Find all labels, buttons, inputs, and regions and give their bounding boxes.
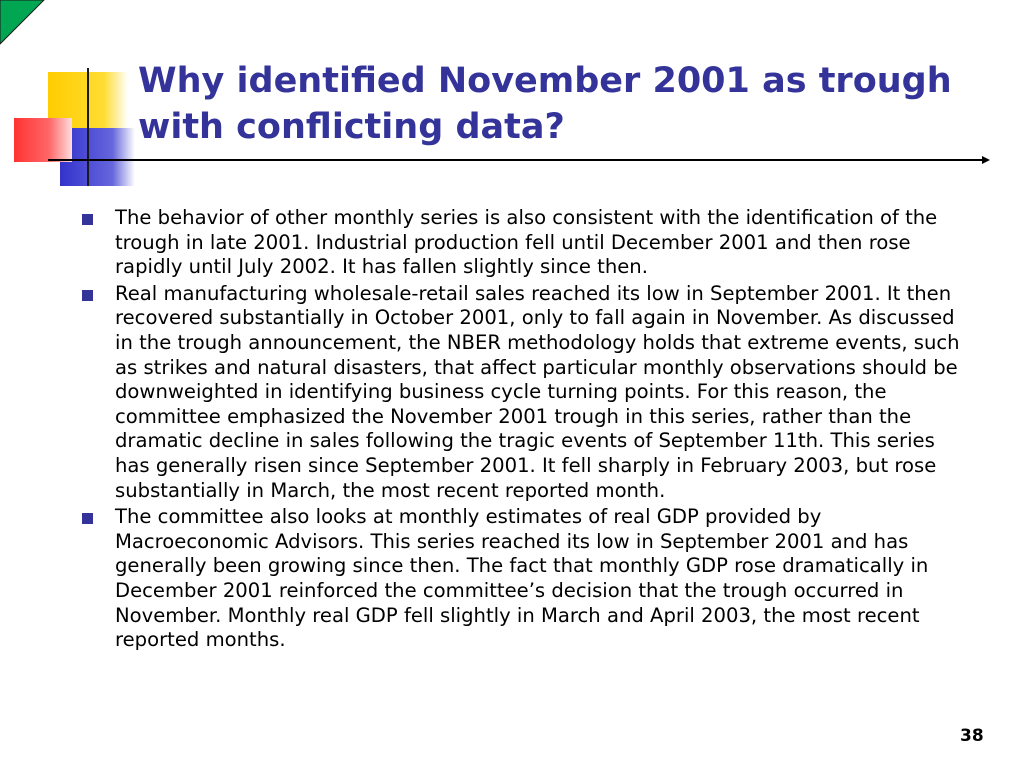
slide-title: Why identified November 2001 as trough with conflicting data? (138, 61, 952, 147)
square-bullet-icon (82, 290, 93, 301)
bullet-text: The committee also looks at monthly estimates of real GDP provided by Macroeconomic Advisors. This series reached its low in September 2001 and has generally been growing since then. The fact that monthly GDP rose dramatically in December 2001 reinforced the committee’s decision that the trough occurred in November. Monthly real GDP fell slightly in March and April 2003, the most recent reported months. (115, 505, 929, 652)
title-underline-arrow (48, 150, 992, 170)
bullet-text: The behavior of other monthly series is also consistent with the identification of the trough in late 2001. Industrial production fell until December 2001 and then rose rapidly until July 2002. It has fallen slightly since then. (115, 206, 938, 279)
bullet-text: Real manufacturing wholesale-retail sales reached its low in September 2001. It then recovered substantially in October 2001, only to fall again in November. As discussed in the trough announcement, the NBER methodology holds that extreme events, such as strikes and natural disasters, that affect particular monthly observations should be downweighted in identifying business cycle turning points. For this reason, the committee emphasized the November 2001 trough in this series, rather than the dramatic decline in sales following the tragic events of September 11th. This series has generally risen since September 2001. It fell sharply in February 2003, but rose substantially in March, the most recent reported month. (115, 281, 960, 502)
bullet-item (82, 206, 974, 280)
page-number: 38 (960, 726, 984, 746)
bullet-list (82, 206, 974, 655)
title-block-decoration (0, 60, 140, 190)
square-bullet-icon (82, 513, 93, 524)
square-bullet-icon (82, 214, 93, 225)
bullet-item (82, 282, 974, 503)
corner-triangle-decoration (0, 0, 48, 48)
bullet-item (82, 505, 974, 653)
